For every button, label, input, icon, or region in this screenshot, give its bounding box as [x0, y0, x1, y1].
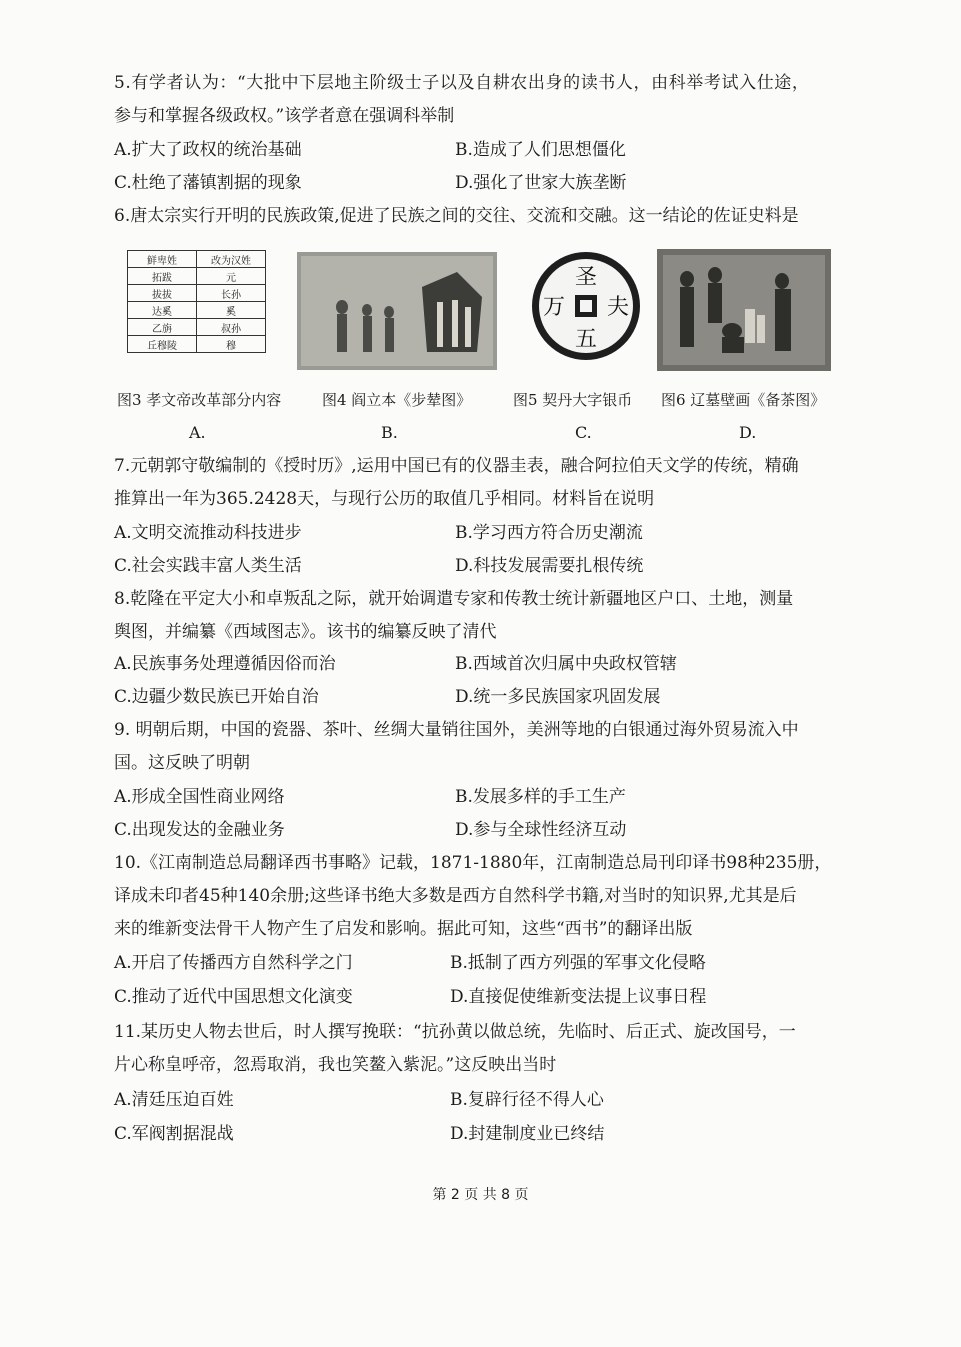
q10-option-c: C.推动了近代中国思想文化演变 — [114, 987, 353, 1007]
q9-stem-line2: 国。这反映了明朝 — [114, 753, 250, 773]
q6-option-c: C. — [575, 423, 592, 442]
table-cell: 奚 — [197, 302, 266, 319]
q11-option-d: D.封建制度业已终结 — [450, 1124, 605, 1144]
figure4-painting-image — [297, 252, 497, 370]
figure6-mural-image — [657, 249, 831, 371]
q7-option-d: D.科技发展需要扎根传统 — [455, 556, 644, 576]
q6-option-b: B. — [381, 423, 398, 442]
q8-option-b: B.西域首次归属中央政权管辖 — [455, 654, 677, 674]
table-cell: 长孙 — [197, 285, 266, 302]
coin-char-left: 万 — [542, 295, 566, 320]
coin-char-right: 夫 — [606, 295, 630, 320]
q10-stem-line3: 来的维新变法骨干人物产生了启发和影响。据此可知，这些“西书”的翻译出版 — [114, 919, 693, 939]
q8-option-d: D.统一多民族国家巩固发展 — [455, 687, 661, 707]
q5-option-b: B.造成了人们思想僵化 — [455, 140, 626, 160]
q6-stem-line1: 6.唐太宗实行开明的民族政策,促进了民族之间的交往、交流和交融。这一结论的佐证史料是 — [114, 206, 799, 226]
q11-stem-line2: 片心称皇呼帝，忽焉取消，我也笑鳌入紫泥。”这反映出当时 — [114, 1055, 557, 1075]
table-header: 改为汉姓 — [197, 251, 266, 268]
coin-char-top: 圣 — [574, 265, 598, 290]
q9-option-d: D.参与全球性经济互动 — [455, 820, 627, 840]
q8-stem-line1: 8.乾隆在平定大小和卓叛乱之际，就开始调遣专家和传教士统计新疆地区户口、土地，测量 — [114, 589, 794, 609]
q5-option-a: A.扩大了政权的统治基础 — [114, 140, 302, 160]
q10-option-d: D.直接促使维新变法提上议事日程 — [450, 987, 707, 1007]
table-cell: 穆 — [197, 336, 266, 353]
q9-stem-line1: 9. 明朝后期，中国的瓷器、茶叶、丝绸大量销往国外，美洲等地的白银通过海外贸易流入中 — [114, 720, 799, 740]
q10-option-b: B.抵制了西方列强的军事文化侵略 — [450, 953, 706, 973]
coin-char-bottom: 五 — [574, 327, 598, 352]
table-cell: 拓跋 — [128, 268, 197, 285]
figure5-coin-image — [530, 250, 642, 362]
q11-stem-line1: 11.某历史人物去世后，时人撰写挽联：“抗孙黄以做总统，先临时、后正式、旋改国号，一 — [114, 1022, 796, 1042]
q5-stem-line2: 参与和掌握各级政权。”该学者意在强调科举制 — [114, 106, 455, 126]
q9-option-b: B.发展多样的手工生产 — [455, 787, 626, 807]
q10-stem-line2: 译成未印者45种140余册;这些译书绝大多数是西方自然科学书籍,对当时的知识界,尤其是后 — [114, 886, 797, 906]
q8-option-a: A.民族事务处理遵循因俗而治 — [114, 654, 336, 674]
q11-option-c: C.军阀割据混战 — [114, 1124, 234, 1144]
q7-option-b: B.学习西方符合历史潮流 — [455, 523, 643, 543]
table-cell: 丘穆陵 — [128, 336, 197, 353]
table-cell: 元 — [197, 268, 266, 285]
q7-option-c: C.社会实践丰富人类生活 — [114, 556, 302, 576]
figure3-table — [127, 250, 266, 353]
table-cell: 达奚 — [128, 302, 197, 319]
figure4-caption: 图4 阎立本《步辇图》 — [322, 391, 472, 409]
q6-option-a: A. — [189, 423, 206, 442]
q8-stem-line2: 舆图，并编纂《西域图志》。该书的编纂反映了清代 — [114, 622, 497, 642]
table-cell: 叔孙 — [197, 319, 266, 336]
table-cell: 乙旃 — [128, 319, 197, 336]
q10-stem-line1: 10.《江南制造总局翻译西书事略》记载，1871-1880年，江南制造总局刊印译书98种235册， — [114, 853, 832, 873]
q10-option-a: A.开启了传播西方自然科学之门 — [114, 953, 353, 973]
q7-option-a: A.文明交流推动科技进步 — [114, 523, 302, 543]
q11-option-b: B.复辟行径不得人心 — [450, 1090, 604, 1110]
table-header: 鲜卑姓 — [128, 251, 197, 268]
q7-stem-line1: 7.元朝郭守敬编制的《授时历》,运用中国已有的仪器圭表，融合阿拉伯天文学的传统，精确 — [114, 456, 799, 476]
figure3-caption: 图3 孝文帝改革部分内容 — [117, 391, 282, 409]
q5-option-c: C.杜绝了藩镇割据的现象 — [114, 173, 302, 193]
q6-option-d: D. — [739, 423, 757, 442]
q8-option-c: C.边疆少数民族已开始自治 — [114, 687, 319, 707]
page-footer: 第 2 页 共 8 页 — [432, 1187, 529, 1203]
q7-stem-line2: 推算出一年为365.2428天，与现行公历的取值几乎相同。材料旨在说明 — [114, 489, 655, 509]
figure6-caption: 图6 辽墓壁画《备茶图》 — [661, 391, 826, 409]
q9-option-c: C.出现发达的金融业务 — [114, 820, 285, 840]
q9-option-a: A.形成全国性商业网络 — [114, 787, 285, 807]
figure5-caption: 图5 契丹大字银币 — [513, 391, 633, 409]
table-cell: 拔拔 — [128, 285, 197, 302]
q5-stem-line1: 5.有学者认为：“大批中下层地主阶级士子以及自耕农出身的读书人，由科举考试入仕途， — [114, 73, 810, 93]
q5-option-d: D.强化了世家大族垄断 — [455, 173, 627, 193]
q11-option-a: A.清廷压迫百姓 — [114, 1090, 234, 1110]
